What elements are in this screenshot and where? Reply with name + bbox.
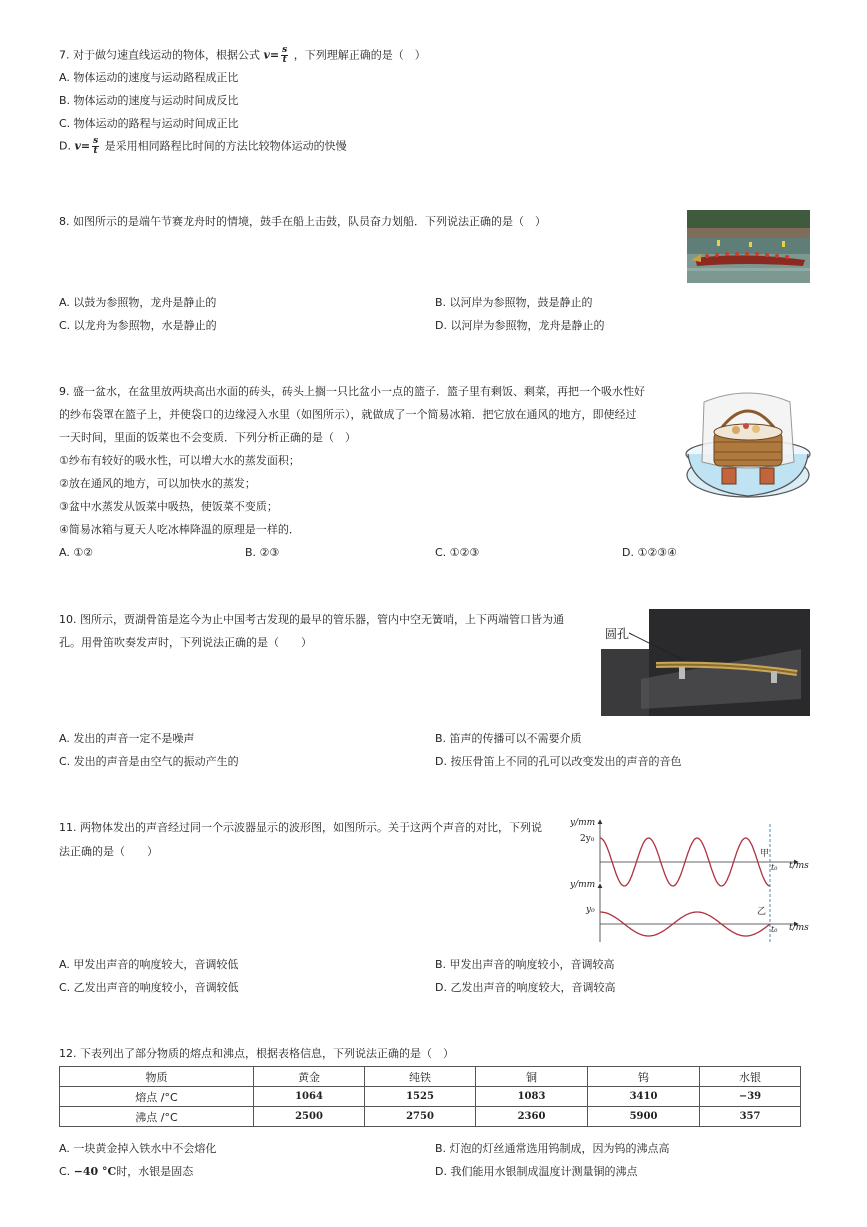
q9-line-3: 一天时间，里面的饭菜也不会变质．下列分析正确的是（ ） xyxy=(59,431,356,444)
formula-v-2: v xyxy=(74,139,81,153)
q11-line-2: 法正确的是（ ） xyxy=(59,845,158,858)
q8-option-d: D. 以河岸为参照物，龙舟是静止的 xyxy=(435,319,605,332)
melting-boiling-table xyxy=(59,1066,801,1127)
q7-option-d xyxy=(59,137,347,156)
table-cell: 3410 xyxy=(588,1087,700,1107)
bone-flute-label: 圆孔 xyxy=(605,627,630,641)
q7-stem-post: ，下列理解正确的是（ ） xyxy=(293,48,426,62)
q9-option-d: D. ①②③④ xyxy=(622,546,677,559)
q10-option-a: A. 发出的声音一定不是噪声 xyxy=(59,732,195,745)
q10-option-d: D. 按压骨笛上不同的孔可以改变发出的声音的音色 xyxy=(435,755,682,768)
q12-option-b: B. 灯泡的灯丝通常选用钨制成，因为钨的沸点高 xyxy=(435,1142,670,1155)
q7-stem xyxy=(59,46,426,65)
q9-option-b: B. ②③ xyxy=(245,546,280,559)
table-cell: 5900 xyxy=(588,1107,700,1127)
q10-line-1: 10. 图所示，贾湖骨笛是迄今为止中国考古发现的最早的管乐器，管内中空无簧哨，上下两端管口皆为通 xyxy=(59,613,564,626)
table-cell: 1525 xyxy=(365,1087,476,1107)
formula-eq-2: = xyxy=(80,139,91,153)
table-cell: −39 xyxy=(700,1087,801,1107)
formula-denominator: t xyxy=(282,55,287,65)
q9-line-1: 9. 盛一盆水，在盆里放两块高出水面的砖头，砖头上搁一只比盆小一点的篮子．篮子里有剩饭、剩菜，再把一个吸水性好 xyxy=(59,385,645,398)
formula-fraction-2 xyxy=(92,137,99,156)
q9-statement-4: ④简易冰箱与夏天人吃冰棒降温的原理是一样的． xyxy=(59,523,300,536)
table-cell: 2360 xyxy=(476,1107,588,1127)
q11-option-b: B. 甲发出声音的响度较小，音调较高 xyxy=(435,958,615,971)
bottom-wave-name: 乙 xyxy=(757,907,767,917)
bottom-amplitude-label: y₀ xyxy=(586,905,595,915)
formula-numerator-2: s xyxy=(93,136,99,146)
q8-stem: 8. 如图所示的是端午节赛龙舟时的情境，鼓手在船上击鼓，队员奋力划船．下列说法正确的是（ ） xyxy=(59,215,546,228)
top-xlabel: t/ms xyxy=(789,861,809,871)
table-header-cell: 水银 xyxy=(700,1067,801,1087)
table-cell: 1083 xyxy=(476,1087,588,1107)
q10-option-b: B. 笛声的传播可以不需要介质 xyxy=(435,732,582,745)
q9-option-a: A. ①② xyxy=(59,546,94,559)
q10-option-c: C. 发出的声音是由空气的振动产生的 xyxy=(59,755,239,768)
table-row xyxy=(60,1107,801,1127)
table-header-cell: 物质 xyxy=(60,1067,254,1087)
table-header-cell: 钨 xyxy=(588,1067,700,1087)
q7-stem-pre: 7. 对于做匀速直线运动的物体，根据公式 xyxy=(59,48,260,62)
q7-option-d-pre: D. xyxy=(59,139,71,153)
q7-option-a: A. 物体运动的速度与运动路程成正比 xyxy=(59,71,239,84)
q8-option-b: B. 以河岸为参照物，鼓是静止的 xyxy=(435,296,593,309)
q10-line-2: 孔。用骨笛吹奏发声时，下列说法正确的是（ ） xyxy=(59,636,312,649)
q9-line-2: 的纱布袋罩在篮子上，并使袋口的边缘浸入水里（如图所示），就做成了一个简易冰箱．把它放在通风的地方，即使经过 xyxy=(59,408,637,421)
q9-statement-1: ①纱布有较好的吸水性，可以增大水的蒸发面积； xyxy=(59,454,300,467)
bottom-xlabel: t/ms xyxy=(789,923,809,933)
table-row xyxy=(60,1087,801,1107)
top-wave-name: 甲 xyxy=(760,849,770,859)
q8-option-c: C. 以龙舟为参照物，水是静止的 xyxy=(59,319,217,332)
table-row-label: 沸点 /°C xyxy=(60,1107,254,1127)
bone-flute-photo xyxy=(601,609,810,716)
q9-statement-2: ②放在通风的地方，可以加快水的蒸发； xyxy=(59,477,256,490)
q12-option-a: A. 一块黄金掉入铁水中不会熔化 xyxy=(59,1142,217,1155)
q12-option-c-temperature: −40 °C xyxy=(73,1165,117,1178)
table-header-cell: 黄金 xyxy=(254,1067,365,1087)
q12-option-c-post: 时，水银是固态 xyxy=(116,1165,194,1178)
formula-numerator: s xyxy=(282,45,288,55)
waveform-diagram xyxy=(570,812,815,944)
q11-option-c: C. 乙发出声音的响度较小，音调较低 xyxy=(59,981,239,994)
table-cell: 2500 xyxy=(254,1107,365,1127)
simple-fridge-illustration xyxy=(684,390,812,515)
table-cell: 2750 xyxy=(365,1107,476,1127)
q12-option-c xyxy=(59,1165,193,1179)
formula-eq: = xyxy=(269,48,280,62)
table-header-row xyxy=(60,1067,801,1087)
bottom-t-mark: t₀ xyxy=(771,925,778,934)
q7-option-b: B. 物体运动的速度与运动时间成反比 xyxy=(59,94,239,107)
q11-option-d: D. 乙发出声音的响度较大，音调较高 xyxy=(435,981,616,994)
table-row-label: 熔点 /°C xyxy=(60,1087,254,1107)
q12-option-c-pre: C. xyxy=(59,1165,71,1178)
table-cell: 1064 xyxy=(254,1087,365,1107)
table-cell: 357 xyxy=(700,1107,801,1127)
top-ylabel: y/mm xyxy=(570,818,596,828)
table-header-cell: 纯铁 xyxy=(365,1067,476,1087)
dragon-boat-photo xyxy=(687,210,810,283)
top-amplitude-label: 2y₀ xyxy=(580,834,595,844)
table-header-cell: 铜 xyxy=(476,1067,588,1087)
q11-option-a: A. 甲发出声音的响度较大，音调较低 xyxy=(59,958,239,971)
q12-option-d: D. 我们能用水银制成温度计测量铜的沸点 xyxy=(435,1165,638,1178)
q7-option-d-post: 是采用相同路程比时间的方法比较物体运动的快慢 xyxy=(104,139,347,153)
q9-statement-3: ③盆中水蒸发从饭菜中吸热，使饭菜不变质； xyxy=(59,500,278,513)
q12-stem: 12. 下表列出了部分物质的熔点和沸点，根据表格信息，下列说法正确的是（ ） xyxy=(59,1047,454,1060)
q11-line-1: 11. 两物体发出的声音经过同一个示波器显示的波形图，如图所示。关于这两个声音的对比，下列说 xyxy=(59,821,542,834)
formula-fraction xyxy=(281,46,288,65)
formula-denominator-2: t xyxy=(93,146,98,156)
q7-option-c: C. 物体运动的路程与运动时间成正比 xyxy=(59,117,239,130)
q9-option-c: C. ①②③ xyxy=(435,546,480,559)
top-t-mark: t₀ xyxy=(771,863,778,872)
bottom-ylabel: y/mm xyxy=(570,880,596,890)
formula-v: v xyxy=(263,48,270,62)
q8-option-a: A. 以鼓为参照物，龙舟是静止的 xyxy=(59,296,217,309)
